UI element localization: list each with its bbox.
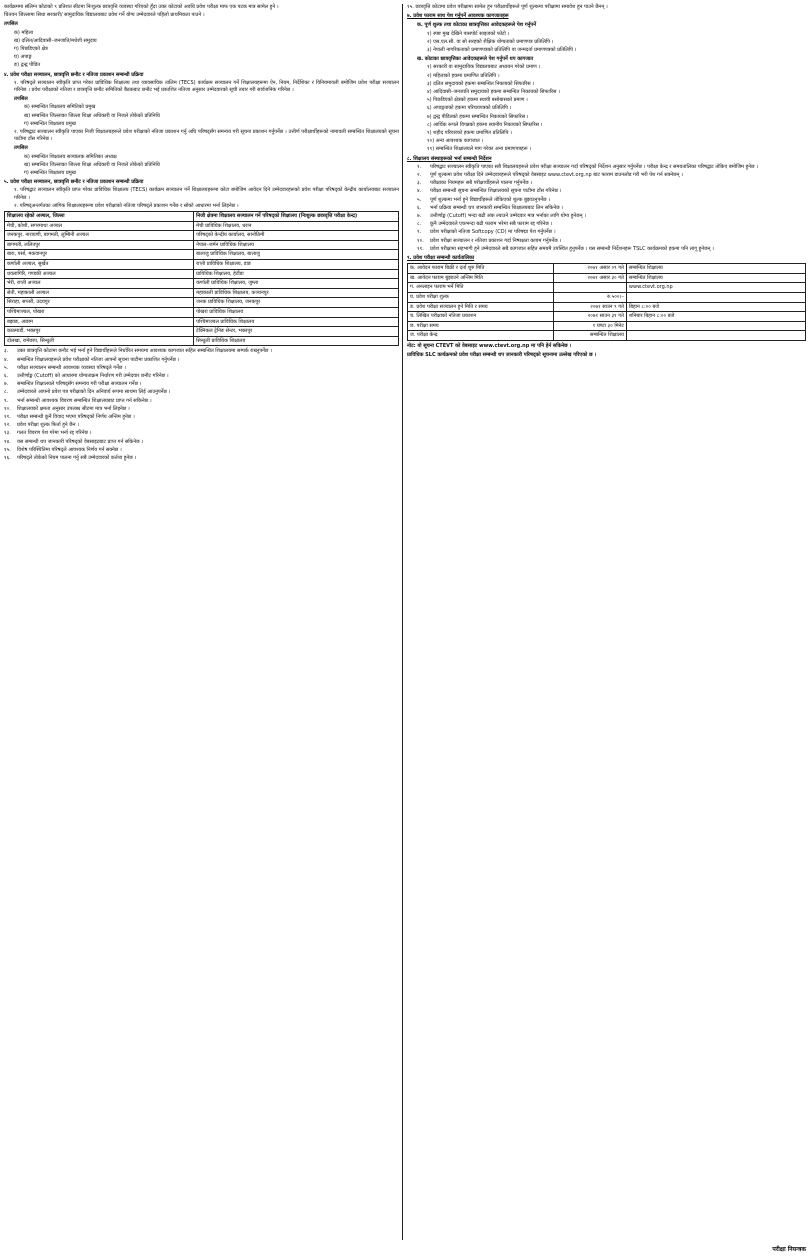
table-row bbox=[5, 317, 399, 327]
list-item bbox=[407, 213, 806, 220]
item-text: उक्त छात्रवृत्ति कोटामा छनौट भई भर्ना हुने विद्यार्थीहरूले निर्धारित समयमा आवश्यक कागजात सहित सम्बन्धित शिक्षालयमा सम्पर्क राख्नुपर्नेछ । bbox=[17, 348, 272, 355]
list-item bbox=[4, 357, 399, 364]
tapsil-label: तपसिल bbox=[14, 145, 28, 152]
top-paragraph: १५. छात्रवृत्ति कोटामा प्रवेश परीक्षामा सामेल हुन परीक्षार्थीहरूले पूर्ण शुल्कमा परीक्षामा समावेश हुन पाउने छैनन् । bbox=[407, 4, 608, 10]
item-number: ७. bbox=[4, 381, 9, 388]
tapsil-item: ख) सम्बन्धित जिल्लाका जिल्ला शिक्षा अधिकारी वा निजले तोकेको प्रतिनिधि bbox=[24, 112, 160, 119]
item-text: भर्ना प्रक्रिया सम्बन्धी थप जानकारी सम्बन्धित शिक्षालयबाट लिन सकिनेछ । bbox=[430, 204, 564, 211]
item-number: ८. bbox=[4, 389, 9, 396]
kha-list bbox=[407, 64, 806, 153]
list-item bbox=[4, 414, 399, 421]
table-row bbox=[5, 336, 399, 346]
table-row bbox=[5, 250, 399, 260]
tapsil-item: ग) सम्बन्धित शिक्षालय प्रमुख bbox=[24, 170, 76, 177]
schedule-row bbox=[408, 273, 806, 283]
item-text: पूर्ण शुल्कमा प्रवेश परीक्षा दिने उम्मेदवारहरूले परिषद्को वेबसाइट www.ctevt.org.np बाट फाराम डाउनलोड गरी भरी पेश गर्न सक्नेछन् । bbox=[430, 172, 683, 179]
criteria-item: ग) पिछडिएको क्षेत्र bbox=[14, 46, 48, 53]
schedule-row bbox=[408, 293, 806, 303]
list-item bbox=[4, 381, 399, 388]
list-item bbox=[4, 455, 399, 462]
table-cell: धवलागिरि, गण्डकी अञ्चल bbox=[5, 269, 194, 279]
schedule-cell: क. आवेदन फाराम बिक्री र दर्ता शुरु मिति bbox=[408, 264, 554, 274]
table-cell: पश्चिमाञ्चल, पोखरा bbox=[5, 308, 194, 318]
list-item bbox=[407, 188, 806, 195]
list-item: २) एस.एल.सी. वा सो सरहको शैक्षिक योग्यताको प्रमाणपत्र प्रतिलिपि । bbox=[427, 38, 554, 45]
table-cell: सिराहा, सप्तरी, उदयपुर bbox=[5, 298, 194, 308]
list-item: २) महिलाको हकमा प्रमाणित प्रतिलिपि । bbox=[427, 72, 500, 79]
schedule-cell: छ. परीक्षा समय bbox=[408, 321, 554, 331]
list-item bbox=[4, 373, 399, 380]
left-column bbox=[4, 4, 399, 463]
table-body bbox=[5, 221, 399, 346]
list-item bbox=[407, 197, 806, 204]
item-number: १५. bbox=[4, 446, 11, 453]
criteria-item: घ) अपाङ्ग bbox=[14, 54, 32, 61]
item-number: ११. bbox=[417, 245, 424, 252]
table-row bbox=[5, 260, 399, 270]
item-text: सम्बन्धित शिक्षालयले परिषद्सँग समन्वय गरी परीक्षा सञ्चालन गर्नेछ । bbox=[17, 381, 142, 388]
item-text: परीक्षाका नियमहरू सबै परीक्षार्थीहरूले पालना गर्नुपर्नेछ । bbox=[430, 180, 533, 187]
list-item bbox=[4, 430, 399, 437]
website-note: नोट: यो सूचना CTEVT को वेबसाइट www.ctevt.org.np मा पनि हेर्न सकिनेछ । bbox=[407, 343, 572, 350]
schedule-cell: १ घण्टा ३० मिनेट bbox=[553, 321, 626, 331]
item-number: ४. bbox=[4, 356, 9, 363]
schedule-cell bbox=[626, 321, 805, 331]
table-cell: भेरी, राप्ती अञ्चल bbox=[5, 279, 194, 289]
item-number: १३. bbox=[4, 430, 11, 437]
item-number: २. bbox=[417, 172, 422, 179]
criteria-item: क) महिला bbox=[14, 29, 34, 36]
tapsil-item: क) सम्बन्धित शिक्षालय सञ्चालक समितिका अध्यक्ष bbox=[24, 153, 117, 160]
table-cell: राप्ती प्राविधिक शिक्षालय, डाङ bbox=[194, 260, 399, 270]
schedule-cell: च. लिखित परीक्षाको नतिजा प्रकाशन bbox=[408, 312, 554, 322]
list-item: ११) सम्बन्धित शिक्षालयले माग गरेका अन्य प्रमाणपत्रहरू । bbox=[427, 146, 532, 153]
item-number: ५. bbox=[4, 364, 9, 371]
table-row bbox=[5, 308, 399, 318]
schedule-row bbox=[408, 302, 806, 312]
list-item: ६) अपाङ्गताको हकमा परिचयपत्रको प्रतिलिपि । bbox=[427, 105, 512, 112]
schedule-row bbox=[408, 264, 806, 274]
table-cell: मेची, कोशी, सगरमाथा अञ्चल bbox=[5, 221, 194, 231]
table-cell: नेपाल–जर्मन प्राविधिक शिक्षालय bbox=[194, 240, 399, 250]
table-cell: सिन्धुली प्राविधिक शिक्षालय bbox=[194, 336, 399, 346]
item-text: पूर्ण शुल्कमा भर्ना हुने विद्यार्थीहरूले तोकिएको शुल्क बुझाउनुपर्नेछ । bbox=[430, 196, 551, 203]
list-item bbox=[407, 180, 806, 187]
table-cell: काठमाडौं, भक्तपुर bbox=[5, 327, 194, 337]
list-item bbox=[407, 246, 806, 253]
item-number: ४. bbox=[417, 188, 422, 195]
schedule-cell: २०७१ असार ३० गते bbox=[553, 273, 626, 283]
table-cell: बझाङ, अछाम bbox=[5, 317, 194, 327]
item-text: परिषद्ले तोकेको नियम पालना गर्नु सबै उम्मेदवारको कर्तव्य हुनेछ । bbox=[17, 455, 137, 462]
column-divider bbox=[402, 4, 403, 1240]
item-number: १४. bbox=[4, 438, 11, 445]
schedule-cell: घ. प्रवेश परीक्षा शुल्क bbox=[408, 293, 554, 303]
section-5-paragraph: १. परिषद्बाट सञ्चालन स्वीकृति प्राप्त गरेका प्राविधिक शिक्षालय (TECS) कार्यक्रम सञ्चालन गर्ने शिक्षालयहरूमा कोटा बमोजिम आवेदन दिने उम्मेदवारहरूको प्रवेश परीक्षा परिषद्को केन्द्रीय कार्यालयबाट सञ्चालन गरिनेछ । bbox=[14, 187, 399, 201]
list-item bbox=[407, 238, 806, 245]
schedule-cell: www.ctevt.org.np bbox=[626, 283, 805, 293]
intro-paragraph: चितवन जिल्लामा सिधा सरकारी/ सामुदायिक विद्यालयबाट प्रवेश गर्ने योग्य उम्मेदवारले पहिलो प्राथमिकता पाउने । bbox=[4, 12, 205, 19]
item-text: उत्तीर्णाङ्क (Cutoff) को आधारमा योग्यताक्रम निर्धारण गरी उम्मेदवार छनौट गरिनेछ । bbox=[17, 373, 169, 379]
list-item: १) सरकारी वा सामुदायिक विद्यालयबाट अध्ययन गरेको प्रमाण । bbox=[427, 64, 541, 71]
table-cell: दोलखा, रामेछाप, सिन्धुली bbox=[5, 336, 194, 346]
schedule-row bbox=[408, 331, 806, 341]
item-text: प्रवेश परीक्षा सञ्चालन र नतिजा प्रकाशन गर्दा निष्पक्षता कायम गर्नुपर्नेछ । bbox=[430, 237, 562, 244]
table-cell: कर्णाली अञ्चल, सुर्खेत bbox=[5, 260, 194, 270]
list-item bbox=[4, 365, 399, 372]
table-cell: बागमती, ललितपुर bbox=[5, 240, 194, 250]
table-row bbox=[5, 269, 399, 279]
list-item: ३) दलित समुदायको हकमा सम्बन्धित निकायको सिफारिस । bbox=[427, 80, 535, 87]
ka-list bbox=[407, 31, 806, 55]
item-number: १६. bbox=[4, 455, 11, 462]
tapsil-label: तपसिल bbox=[14, 96, 28, 103]
table-cell: परिषद्को केन्द्रीय कार्यालय, सानोठिमी bbox=[194, 231, 399, 241]
list-item bbox=[407, 229, 806, 236]
criteria-item: ङ) द्वन्द्व पीडित bbox=[14, 62, 41, 69]
schedule-cell bbox=[626, 331, 805, 341]
list-item: १) स्पष्ट मुख देखिने पासपोर्ट साइजको फोटो । bbox=[427, 30, 510, 37]
item-number: ५. bbox=[417, 196, 422, 203]
table-cell: सेती, महाकाली अञ्चल bbox=[5, 288, 194, 298]
table-cell: मेची प्राविधिक शिक्षालय, धरान bbox=[194, 221, 399, 231]
item-text: यस सम्बन्धी थप जानकारी परिषद्को वेबसाइटबाट प्राप्त गर्न सकिनेछ । bbox=[17, 438, 144, 445]
tapsil-item: क) सम्बन्धित शिक्षालय समितिको प्रमुख bbox=[24, 104, 96, 111]
schedule-cell: २०७१ असार ०९ गते bbox=[553, 264, 626, 274]
item-number: ३. bbox=[417, 180, 422, 187]
list-item bbox=[407, 205, 806, 212]
schedule-table bbox=[407, 263, 806, 341]
table-cell: महाकाली प्राविधिक शिक्षालय, कञ्चनपुर bbox=[194, 288, 399, 298]
list-item bbox=[4, 389, 399, 396]
item-text: प्रवेश परीक्षाको नतिजा Softcopy (CD) मा परिषद्मा पेश गर्नुपर्नेछ । bbox=[430, 229, 556, 236]
schedule-cell: सम्बन्धित शिक्षालय bbox=[626, 264, 805, 274]
table-cell: पश्चिमाञ्चल प्राविधिक शिक्षालय bbox=[194, 317, 399, 327]
tapsil-item: ख) सम्बन्धित जिल्लाका जिल्ला शिक्षा अधिकारी वा निजले तोकेको प्रतिनिधि bbox=[24, 161, 160, 168]
list-item bbox=[4, 439, 399, 446]
section-9-title: ९. प्रवेश परीक्षा सम्बन्धी कार्यतालिका bbox=[407, 255, 475, 262]
section-4-paragraph: २. परिषद्बाट सञ्चालन स्वीकृति पाएका निजी शिक्षालयहरूले प्रवेश परीक्षाको नतिजा प्रकाशन गर्नु अघि परिषद्सँग समन्वय गरी सूचना प्रकाशन गर्नुपर्नेछ । उत्तीर्ण परीक्षार्थीहरूको नामावली सम्बन्धित शिक्षालयको सूचना पाटीमा टाँस गरिनेछ । bbox=[14, 129, 399, 143]
schedule-row bbox=[408, 321, 806, 331]
item-text: विशेष परिस्थितिमा परिषद्ले आवश्यक निर्णय गर्न सक्नेछ । bbox=[17, 446, 122, 453]
table-row bbox=[5, 231, 399, 241]
item-text: सम्बन्धित शिक्षालयहरूले प्रवेश परीक्षाको नतिजा आफ्नो सूचना पाटीमा प्रकाशित गर्नुपर्नेछ । bbox=[17, 356, 180, 363]
table-row bbox=[5, 279, 399, 289]
table-cell: जनकपुर, नारायणी, बागमती, लुम्बिनी अञ्चल bbox=[5, 231, 194, 241]
item-number: ११. bbox=[4, 414, 11, 421]
table-cell: टेक्निकल ट्रेनिङ सेन्टर, भक्तपुर bbox=[194, 327, 399, 337]
item-number: १०. bbox=[417, 237, 424, 244]
table-row bbox=[5, 327, 399, 337]
section-8-title: ८. शिक्षालय संस्थाहरूको भर्ना सम्बन्धी निर्देशन bbox=[407, 155, 492, 162]
list-item: ४) आदिवासी–जनजाति समुदायको हकमा सम्बन्धित निकायको सिफारिस । bbox=[427, 89, 560, 96]
schedule-cell: ज. परीक्षा केन्द्र bbox=[408, 331, 554, 341]
item-number: ९. bbox=[417, 229, 422, 236]
table-row bbox=[5, 298, 399, 308]
list-item bbox=[4, 348, 399, 355]
numbered-list bbox=[4, 348, 399, 462]
list-item bbox=[407, 164, 806, 171]
schedule-cell: ग. अनलाइन फाराम भर्ने मिति bbox=[408, 283, 554, 293]
item-number: ७. bbox=[417, 213, 422, 220]
item-text: परीक्षा सम्बन्धी सूचना सम्बन्धित शिक्षालयको सूचना पाटीमा टाँस गरिनेछ । bbox=[430, 188, 562, 195]
table-header: निजी क्षेत्रमा शिक्षालय सञ्चालन गर्ने परिषद्को शिक्षालय (निःशुल्क छात्रवृत्ति परीक्षा केन्द्र) bbox=[194, 212, 399, 222]
signature: परीक्षा नियन्त्रक bbox=[772, 1246, 806, 1253]
section-8-list bbox=[407, 164, 806, 253]
item-number: १. bbox=[417, 163, 422, 170]
table-cell: पोखरा प्राविधिक शिक्षालय bbox=[194, 308, 399, 318]
item-text: परिषद्बाट सञ्चालन स्वीकृति पाएका सबै शिक्षालयहरूले प्रवेश परीक्षा सञ्चालन गर्दा परिषद्को निर्देशन अनुसार गर्नुपर्नेछ । परीक्षा केन्द्र र समयतालिका परिषद्बाट तोकिए बमोजिम हुनेछ । bbox=[430, 163, 759, 170]
tapsil-item: ग) सम्बन्धित शिक्षालय प्रमुख bbox=[24, 120, 76, 127]
list-item bbox=[4, 398, 399, 405]
item-number: ८. bbox=[417, 221, 422, 228]
right-column bbox=[407, 4, 806, 360]
item-text: प्रवेश परीक्षामा सहभागी हुने उम्मेदवारले सबै कागजात सहित समयमै उपस्थित हुनुपर्नेछ । यस सम्बन्धी निर्देशनहरू TSLC कार्यक्रमको हकमा पनि लागू हुनेछन् । bbox=[430, 245, 714, 252]
schedule-cell: ख. आवेदन फाराम बुझाउने अन्तिम मिति bbox=[408, 273, 554, 283]
item-text: भर्ना सम्बन्धी आवश्यक विवरण सम्बन्धित शिक्षालयबाट प्राप्त गर्न सकिनेछ । bbox=[17, 397, 152, 404]
list-item bbox=[407, 172, 806, 179]
table-cell: बालाजु प्राविधिक शिक्षालय, बालाजु bbox=[194, 250, 399, 260]
schedule-cell: २०७१ साउन ९ गते bbox=[553, 302, 626, 312]
list-item: ८) आर्थिक रूपले विपन्नको हकमा स्थानीय निकायको सिफारिस । bbox=[427, 121, 543, 128]
criteria-item: ख) दलित/आदिवासी–जनजाति/मधेशी समुदाय bbox=[14, 37, 97, 44]
criteria-title: तपसिल bbox=[4, 21, 18, 28]
schedule-cell: बिहान ८:०० बजे bbox=[626, 302, 805, 312]
slc-note: प्राविधिक SLC कार्यक्रमको प्रवेश परीक्षा सम्बन्धी थप जानकारी परिषद्को सूचनामा उल्लेख गरिएको छ । bbox=[407, 352, 597, 359]
schedule-cell: ङ. प्रवेश परीक्षा सञ्चालन हुने मिति र समय bbox=[408, 302, 554, 312]
exam-center-table bbox=[4, 211, 399, 346]
table-cell: कर्णाली प्राविधिक शिक्षालय, जुम्ला bbox=[194, 279, 399, 289]
subsection-ka-title: क. पूर्ण शुल्क तथा कोटाका छात्रवृत्तिका आवेदकहरूले पेश गर्नुपर्ने bbox=[417, 22, 537, 29]
item-text: परीक्षा सञ्चालन सम्बन्धी आवश्यक व्यवस्था परिषद्ले गर्नेछ । bbox=[17, 364, 126, 371]
intro-paragraph: कार्यक्रममा संलिग्न कोटाको ९ प्रतिशत सीटमा निःशुल्क छात्रवृत्ति व्यवस्था गरिएको हुँदा उक्त कोटाको अवधि प्रवेश परीक्षा माफ एक पटक मात्र सामेल हुने । bbox=[4, 4, 279, 10]
list-item: ९) शहीद परिवारको हकमा प्रमाणित प्रतिलिपि । bbox=[427, 130, 512, 137]
list-item bbox=[4, 406, 399, 413]
schedule-cell bbox=[553, 283, 626, 293]
schedule-cell: २०७१ साउन ३१ गते bbox=[553, 312, 626, 322]
item-number: १२. bbox=[4, 422, 11, 429]
section-5-title: ५. प्रवेश परीक्षा सञ्चालन, छात्रवृत्ति छनौट र नतिजा प्रकाशन सम्बन्धी प्रक्रिया bbox=[4, 179, 144, 186]
item-number: ९. bbox=[4, 397, 9, 404]
list-item: ३) नेपाली नागरिकताको प्रमाणपत्रको प्रतिलिपि वा जन्मदर्ता प्रमाणपत्रको प्रतिलिपि । bbox=[427, 47, 577, 54]
item-text: कुनै उम्मेदवारले एकभन्दा बढी फाराम भरेमा सबै फाराम रद्द गरिनेछ । bbox=[430, 221, 553, 228]
schedule-cell: सम्बन्धित शिक्षालय bbox=[626, 273, 805, 283]
item-text: परीक्षा सम्बन्धी कुनै विवाद भएमा परिषद्को निर्णय अन्तिम हुनेछ । bbox=[17, 414, 135, 421]
schedule-row bbox=[408, 283, 806, 293]
table-cell: प्राविधिक शिक्षालय, हेटौंडा bbox=[194, 269, 399, 279]
table-cell: जनक प्राविधिक शिक्षालय, जनकपुर bbox=[194, 298, 399, 308]
item-text: शिक्षालयको क्षमता अनुसार उपलब्ध सीटमा मात्र भर्ना लिइनेछ । bbox=[17, 405, 130, 412]
table-row bbox=[5, 221, 399, 231]
item-number: १०. bbox=[4, 405, 11, 412]
schedule-row bbox=[408, 312, 806, 322]
list-item: १०) अन्य आवश्यक कागजात । bbox=[427, 138, 484, 145]
section-5-paragraph: २. परिषद्अन्तर्गतका आंगिक शिक्षालयहरूमा प्रवेश परीक्षाको नतिजा परिषद्ले प्रकाशन गर्नेछ र सोको आधारमा भर्ना लिइनेछ । bbox=[14, 202, 239, 209]
schedule-cell: रु.५००।– bbox=[553, 293, 626, 303]
schedule-cell: सम्बन्धित शिक्षालय bbox=[553, 331, 626, 341]
section-4-paragraph: १. परिषद्ले सञ्चालन स्वीकृति प्राप्त गरेका प्राविधिक शिक्षालय तथा व्यावसायिक तालिम (TECS) कार्यक्रम सञ्चालन गर्ने शिक्षालयहरूमा ऐन, नियम, निर्देशिका र विनियमावली बमोजिम प्रवेश परीक्षा सञ्चालन गरिनेछ । प्रवेश परीक्षाको नतिजा र छात्रवृत्ति छनौट समितिको बैठकबाट छनौट भई प्रकाशित नतिजा अनुसार उम्मेदवारको सूची तयार गरी सार्वजनिक गरिनेछ । bbox=[14, 79, 399, 94]
subsection-kha-title: ख. कोटाका छात्रवृत्तिका आवेदकहरूले पेश गर्नुपर्ने थप कागजात bbox=[417, 56, 534, 63]
list-item: ५) पिछडिएको क्षेत्रको हकमा स्थायी बसोबासको प्रमाण । bbox=[427, 97, 528, 104]
item-text: प्रवेश परीक्षा शुल्क फिर्ता हुने छैन । bbox=[17, 422, 80, 429]
section-7-title: ७. प्रवेश फाराम साथ पेश गर्नुपर्ने आवश्यक कागजातहरू bbox=[407, 13, 509, 20]
item-number: ६. bbox=[4, 373, 9, 379]
schedule-body bbox=[408, 264, 806, 341]
item-text: उत्तीर्णाङ्क (Cutoff) भन्दा बढी अंक ल्याउने उम्मेदवार मात्र भर्नाका लागि योग्य हुनेछन् । bbox=[430, 213, 586, 220]
table-row bbox=[5, 288, 399, 298]
section-4-title: ४. प्रवेश परीक्षा सञ्चालन, छात्रवृत्ति छनौट र नतिजा प्रकाशन सम्बन्धी प्रक्रिया bbox=[4, 71, 144, 78]
table-cell: बारा, पर्सा, मकवानपुर bbox=[5, 250, 194, 260]
list-item: ७) द्वन्द्व पीडितको हकमा सम्बन्धित निकायको सिफारिस । bbox=[427, 113, 529, 120]
item-number: ६. bbox=[417, 204, 422, 211]
item-text: उम्मेदवारले आफ्नो प्रवेश पत्र परीक्षाको दिन अनिवार्य रूपमा साथमा लिई आउनुपर्नेछ । bbox=[17, 389, 171, 396]
item-number: ३. bbox=[4, 348, 9, 355]
list-item bbox=[4, 447, 399, 454]
table-header: शिक्षालय रहेको अञ्चल, जिल्ला bbox=[5, 212, 194, 222]
schedule-cell: शनिबार बिहान ८:०० बजे bbox=[626, 312, 805, 322]
list-item bbox=[407, 221, 806, 228]
schedule-cell bbox=[626, 293, 805, 303]
item-text: गलत विवरण पेश गरेमा भर्ना रद्द गरिनेछ । bbox=[17, 430, 92, 437]
list-item bbox=[4, 422, 399, 429]
table-row bbox=[5, 240, 399, 250]
